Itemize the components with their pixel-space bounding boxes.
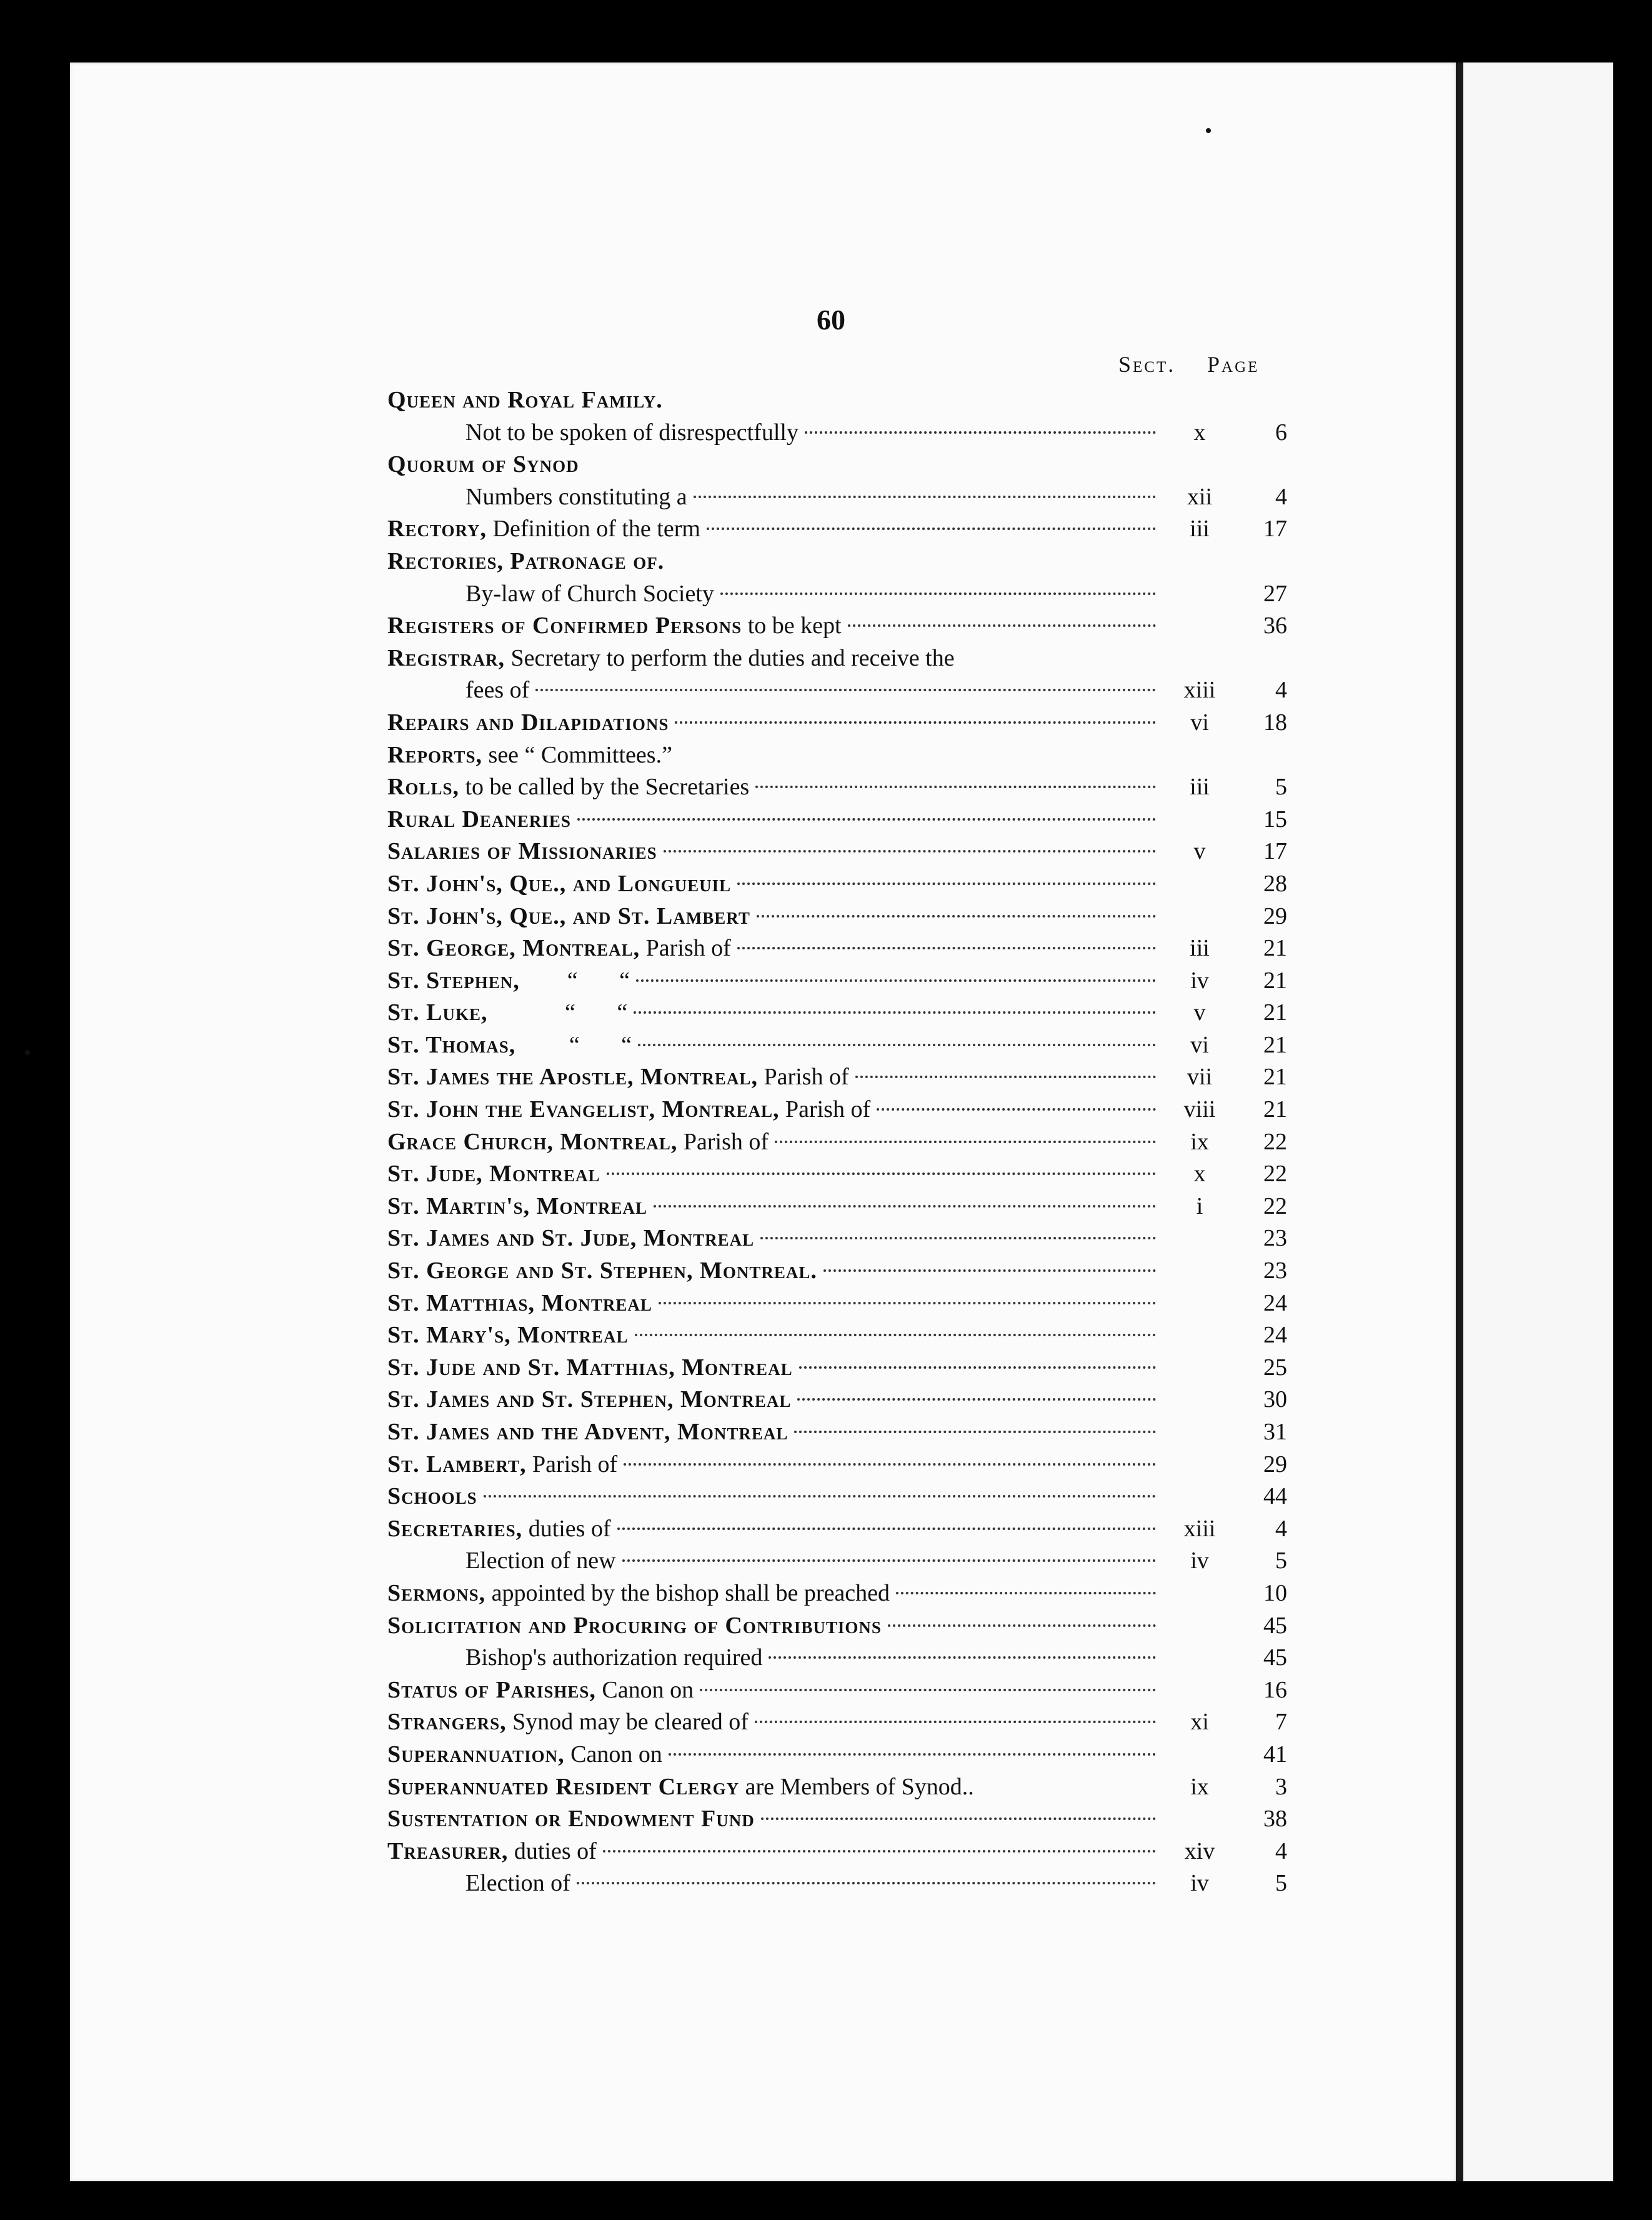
entry-text [387,836,657,868]
dot-leader [760,1228,1156,1239]
entry-text [387,1674,694,1707]
dot-leader [720,584,1156,595]
dot-leader [669,1744,1156,1756]
entry-heading: St. John's, Que., and Longueuil [387,870,732,897]
entry-text [387,1126,769,1159]
entry-text [465,674,529,707]
entry-section: v [1193,838,1206,865]
index-entry [387,1545,1287,1578]
index-entry [387,1610,1287,1642]
index-entry [387,1739,1287,1771]
entry-heading: Rural Deaneries [387,806,571,832]
index-entry [387,1674,1287,1707]
dot-leader [638,1035,1156,1046]
entry-section: v [1193,999,1206,1026]
entry-text [387,1416,788,1449]
entry-text [387,739,672,772]
entry-page: 21 [1263,1031,1287,1058]
entry-heading: Treasurer, [387,1838,509,1864]
dot-leader [700,1680,1156,1691]
entry-text [387,1449,617,1481]
index-entry [387,1158,1287,1191]
entry-heading: Registers of Confirmed Persons [387,612,742,639]
entry-text [387,1319,629,1352]
entry-page: 23 [1263,1225,1287,1252]
entry-description: Canon on [564,1741,662,1768]
entry-page: 30 [1263,1386,1287,1413]
entry-page: 21 [1263,1064,1287,1091]
entry-text [387,965,630,998]
entry-description: Numbers constituting a [465,483,687,510]
dot-leader [675,712,1156,724]
sect-column-header: Sect. [1118,352,1176,377]
entry-heading: Secretaries, [387,1515,523,1542]
dot-leader [624,1454,1156,1466]
entry-page: 24 [1263,1289,1287,1316]
dot-leader [577,809,1156,821]
entry-page: 22 [1263,1192,1287,1219]
index-entry [387,1836,1287,1868]
index-entry [387,642,1287,675]
entry-page: 5 [1275,774,1287,801]
entry-text [387,997,627,1029]
index-entry [387,1642,1287,1674]
dot-leader [824,1261,1156,1272]
index-entry [387,1222,1287,1255]
entry-heading: Rectory, [387,516,487,542]
entry-text [387,1739,662,1771]
dot-leader [694,487,1156,498]
entry-description: to be kept [742,612,842,639]
index-entry [387,1481,1287,1513]
entry-page: 21 [1263,967,1287,994]
entry-description: Parish of [677,1128,769,1155]
entry-text [387,1222,754,1255]
entry-text [387,901,750,933]
entry-section: xiii [1183,1515,1216,1542]
entry-heading: St. James and the Advent, Montreal [387,1419,789,1445]
entry-heading: St. Lambert, [387,1451,527,1478]
entry-text [387,1029,632,1062]
entry-heading: St. John's, Que., and St. Lambert [387,902,750,929]
dot-leader [737,874,1156,885]
entry-text [387,513,700,546]
entry-description: duties of [508,1838,597,1864]
entry-heading: Superannuation, [387,1741,565,1768]
dot-leader [775,1132,1156,1143]
entry-text [387,449,579,481]
dot-leader [634,1002,1156,1014]
dot-leader [577,1873,1156,1884]
dot-leader [755,777,1156,788]
entry-description: “ “ [515,1031,632,1058]
index-entry [387,868,1287,901]
dot-leader [622,1551,1156,1562]
dot-leader [848,616,1156,627]
dot-leader [961,651,1156,659]
entry-text [387,642,955,675]
entry-heading: St. James the Apostle, Montreal, [387,1064,758,1091]
index-entry [387,1384,1287,1416]
entry-page: 44 [1263,1483,1287,1510]
entry-section: iii [1190,935,1210,962]
entry-text [387,1578,890,1610]
dot-leader [877,1099,1156,1111]
index-entry [387,932,1287,965]
index-entry [387,1319,1287,1352]
dot-leader [855,1067,1156,1078]
dot-leader [636,971,1156,982]
entry-page: 17 [1263,838,1287,865]
entry-page: 6 [1275,419,1287,446]
entry-page: 41 [1263,1741,1287,1768]
entry-text [387,1771,974,1804]
entry-description: “ “ [487,999,628,1026]
entry-heading: Repairs and Dilapidations [387,709,669,736]
entry-heading: St. Luke, [387,999,488,1026]
entry-page: 3 [1275,1773,1287,1800]
entry-text [465,1642,762,1674]
index-entry [387,804,1287,836]
dot-leader [670,554,1156,562]
index-entry [387,546,1287,578]
index-entry [387,707,1287,739]
entry-page: 27 [1263,580,1287,607]
entry-section: vii [1187,1064,1213,1091]
entry-text [387,546,664,578]
entry-description: Bishop's authorization required [465,1644,763,1671]
entry-description: Parish of [779,1096,871,1123]
entry-description: see “ Committees.” [482,741,672,768]
entry-description: Election of new [465,1548,616,1574]
entry-heading: Schools [387,1483,477,1510]
entry-text [387,1803,755,1836]
entry-section: iii [1190,516,1210,542]
index-entry [387,1706,1287,1739]
entry-text [387,1288,652,1320]
index-entry [387,449,1287,481]
dot-leader [607,1164,1156,1175]
index-entry [387,1578,1287,1610]
entry-page: 5 [1275,1548,1287,1574]
entry-page: 10 [1263,1579,1287,1606]
dot-leader [535,680,1156,691]
entry-page: 4 [1275,677,1287,704]
index-entry [387,1449,1287,1481]
entry-text [387,771,749,804]
dot-leader [484,1486,1156,1498]
entry-page: 22 [1263,1128,1287,1155]
entry-page: 36 [1263,612,1287,639]
entry-text [387,1191,647,1223]
entry-text [387,1513,611,1546]
entry-text [387,384,663,417]
index-entry [387,384,1287,417]
entry-section: xi [1190,1709,1209,1736]
entry-text [465,417,799,449]
index-entry [387,1061,1287,1094]
entry-page: 21 [1263,935,1287,962]
entry-text [465,1868,570,1900]
entry-heading: St. Mary's, Montreal [387,1322,629,1349]
entry-heading: Grace Church, Montreal, [387,1128,678,1155]
dot-leader [707,519,1156,530]
dot-leader [769,1648,1156,1659]
index-entry [387,674,1287,707]
entry-text [387,1610,882,1642]
entry-text [387,1706,749,1739]
dot-leader [669,392,1156,401]
entry-heading: St. Martin's, Montreal [387,1192,648,1219]
entry-text [387,1481,477,1513]
entry-heading: St. Matthias, Montreal [387,1289,652,1316]
entry-page: 4 [1275,1515,1287,1542]
entry-description: are Members of Synod.. [739,1773,974,1800]
entry-text [465,578,714,611]
index-entry [387,578,1287,611]
dot-leader [980,1779,1156,1788]
index-entry [387,901,1287,933]
entry-section: viii [1183,1096,1216,1123]
page-column-header: Page [1207,352,1260,377]
entry-text [387,707,669,739]
entry-description: Parish of [526,1451,618,1478]
entry-page: 22 [1263,1161,1287,1188]
entry-heading: Reports, [387,741,483,768]
dot-leader [805,422,1156,434]
page-gutter [1456,62,1463,2181]
entry-page: 16 [1263,1676,1287,1703]
dot-leader [603,1841,1156,1852]
entry-section: x [1193,419,1206,446]
entry-heading: St. Jude, Montreal [387,1161,600,1188]
column-headers [1118,351,1293,378]
entry-page: 28 [1263,870,1287,897]
index-entry [387,610,1287,642]
entry-description: Synod may be cleared of [506,1709,749,1736]
entry-description: Secretary to perform the duties and receive the [504,644,955,671]
entry-page: 4 [1275,483,1287,510]
entry-section: i [1196,1192,1203,1219]
entry-description: Not to be spoken of disrespectfully [465,419,799,446]
entry-description: to be called by the Secretaries [459,774,750,801]
entry-heading: Registrar, [387,644,505,671]
entry-description: “ “ [519,967,630,994]
dot-leader [635,1325,1156,1336]
entry-section: iv [1190,967,1209,994]
entry-description: By-law of Church Society [465,580,714,607]
entry-page: 31 [1263,1419,1287,1445]
entry-page: 23 [1263,1258,1287,1284]
dot-leader [888,1616,1156,1627]
dot-leader [799,1358,1156,1369]
entry-page: 45 [1263,1644,1287,1671]
entry-heading: Sustentation or Endowment Fund [387,1806,755,1832]
entry-page: 24 [1263,1322,1287,1349]
entry-section: ix [1190,1773,1209,1800]
dot-leader [659,1293,1156,1304]
index-entry [387,1803,1287,1836]
entry-heading: St. James and St. Stephen, Montreal [387,1386,792,1413]
entry-heading: St. James and St. Jude, Montreal [387,1225,755,1252]
index-entry [387,1255,1287,1288]
dot-leader [755,1712,1156,1723]
dot-leader [757,906,1156,918]
entry-page: 38 [1263,1806,1287,1832]
entry-heading: St. John the Evangelist, Montreal, [387,1096,780,1123]
index-entry [387,1416,1287,1449]
entry-text [387,610,842,642]
entry-description: Definition of the term [487,516,700,542]
index-entry [387,1094,1287,1126]
dot-leader [737,938,1156,949]
entry-heading: Rectories, Patronage of. [387,548,665,574]
entry-page: 29 [1263,1451,1287,1478]
entry-section: xiv [1184,1838,1215,1864]
entry-page: 25 [1263,1354,1287,1381]
entry-section: iii [1190,774,1210,801]
entry-heading: St. Jude and St. Matthias, Montreal [387,1354,793,1381]
entry-description: appointed by the bishop shall be preached [485,1579,890,1606]
entry-section: xiii [1183,677,1216,704]
entry-text [387,1158,600,1191]
index-entry [387,739,1287,772]
entry-text [387,1255,817,1288]
index-entry [387,481,1287,514]
entry-text [387,868,731,901]
index-entry [387,771,1287,804]
entry-description: fees of [465,677,530,704]
entry-heading: Superannuated Resident Clergy [387,1773,740,1800]
entry-text [387,1094,870,1126]
dot-leader [797,1389,1156,1401]
entry-heading: Status of Parishes, [387,1676,596,1703]
entry-page: 45 [1263,1612,1287,1639]
entry-heading: St. George, Montreal, [387,935,640,962]
entry-text [465,1545,616,1578]
entry-section: xii [1187,483,1213,510]
entry-text [387,1061,849,1094]
entry-text [387,932,731,965]
index-entry [387,1513,1287,1546]
entry-text [387,804,571,836]
entry-section: iv [1190,1870,1209,1897]
dot-leader [617,1519,1156,1530]
print-speck [25,1050,30,1055]
index-entry [387,965,1287,998]
dot-leader [896,1583,1156,1594]
dot-leader [761,1809,1156,1820]
entry-page: 21 [1263,1096,1287,1123]
entry-text [387,1352,793,1384]
dot-leader [679,748,1156,756]
dot-leader [664,841,1156,852]
index-entry [387,1191,1287,1223]
entry-section: vi [1190,1031,1209,1058]
entry-section: x [1193,1161,1206,1188]
entry-heading: St. George and St. Stephen, Montreal. [387,1258,817,1284]
entry-page: 15 [1263,806,1287,832]
entry-heading: Solicitation and Procuring of Contributions [387,1612,882,1639]
entry-section: vi [1190,709,1209,736]
entry-description: Election of [465,1870,570,1897]
facing-page-edge [1463,62,1613,2181]
index-entry [387,1868,1287,1900]
entry-page: 21 [1263,999,1287,1026]
entry-description: duties of [522,1515,611,1542]
index-entry [387,417,1287,449]
entry-heading: Queen and Royal Family. [387,387,663,413]
index-entry [387,1029,1287,1062]
entry-page: 18 [1263,709,1287,736]
index-entry [387,513,1287,546]
dot-leader [654,1196,1156,1208]
entry-heading: Quorum of Synod [387,451,579,478]
entry-description: Parish of [757,1064,849,1091]
index-entry [387,1126,1287,1159]
page-number: 60 [817,304,845,336]
index-list [387,384,1287,1900]
entry-heading: Strangers, [387,1709,507,1736]
index-entry [387,1352,1287,1384]
entry-heading: St. Thomas, [387,1031,516,1058]
entry-page: 17 [1263,516,1287,542]
index-entry [387,1288,1287,1320]
entry-text [387,1836,597,1868]
entry-heading: St. Stephen, [387,967,520,994]
entry-text [465,481,687,514]
index-entry [387,836,1287,868]
entry-text [387,1384,791,1416]
entry-page: 5 [1275,1870,1287,1897]
entry-page: 4 [1275,1838,1287,1864]
entry-page: 7 [1275,1709,1287,1736]
entry-section: iv [1190,1548,1209,1574]
print-speck [1206,128,1211,133]
dot-leader [794,1422,1156,1433]
entry-heading: Salaries of Missionaries [387,838,657,865]
index-entry [387,997,1287,1029]
entry-description: Canon on [595,1676,694,1703]
entry-heading: Rolls, [387,774,459,801]
entry-page: 29 [1263,902,1287,929]
dot-leader [585,457,1156,466]
entry-description: Parish of [640,935,731,962]
index-entry [387,1771,1287,1804]
entry-section: ix [1190,1128,1209,1155]
entry-heading: Sermons, [387,1579,486,1606]
